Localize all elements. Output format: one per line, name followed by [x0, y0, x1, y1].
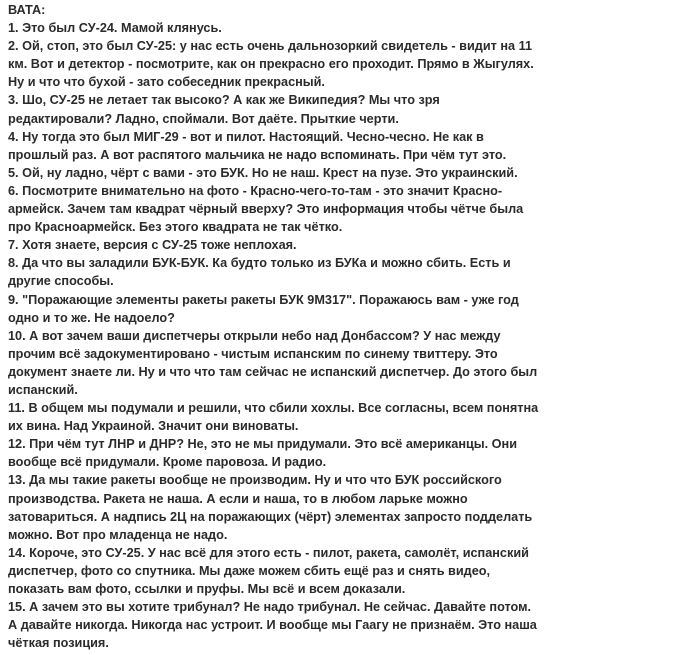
list-item: [8, 471, 620, 543]
list-item: [8, 236, 620, 254]
list-item: [8, 182, 620, 236]
list-item-line: 12. При чём тут ЛНР и ДНР? Не, это не мы придумали. Это всё американцы. Они: [8, 437, 517, 452]
list-item-line: Ну и что что бухой - зато собеседник прекрасный.: [8, 75, 325, 90]
list-item-line: диспетчер, фото со спутника. Мы даже можем сбить ещё раз и снять видео,: [8, 563, 491, 578]
list-item-line: редактировали? Ладно, споймали. Вот даёте. Прыткие черти.: [8, 111, 399, 126]
list-item-line: 14. Короче, это СУ-25. У нас всё для этого есть - пилот, ракета, самолёт, испанский: [8, 545, 529, 560]
list-item-line: про Красноармейск. Без этого квадрата не так чётко.: [8, 220, 343, 235]
item-list: [8, 19, 673, 652]
list-item-line: А давайте никогда. Никогда нас устроит. И вообще мы Гаагу не признаём. Это наша: [8, 618, 537, 633]
list-item-line: одно и то же. Не надоело?: [8, 310, 175, 325]
list-item: [8, 399, 620, 435]
list-item-line: прошлый раз. А вот распятого мальчика не надо вспоминать. При чём тут это.: [8, 147, 507, 162]
list-item: [8, 19, 620, 37]
list-item-line: затовариться. А надпись 2Ц на поражающих (чёрт) элементах запросто подделать: [8, 509, 533, 524]
list-item-line: вообще всё придумали. Кроме паровоза. И радио.: [8, 455, 327, 470]
list-item-line: их вина. Над Украиной. Значит они виноваты.: [8, 419, 299, 434]
list-item-line: 6. Посмотрите внимательно на фото - Красно-чего-то-там - это значит Красно-: [8, 183, 503, 198]
list-item-line: 4. Ну тогда это был МИГ-29 - вот и пилот. Настоящий. Чесно-чесно. Не как в: [8, 129, 484, 144]
list-item: [8, 291, 620, 327]
list-item-line: можно. Вот про младенца не надо.: [8, 527, 228, 542]
list-item: [8, 91, 620, 127]
list-item-line: 2. Ой, стоп, это был СУ-25: у нас есть очень дальнозоркий свидетель - видит на 11: [8, 39, 533, 54]
list-item: [8, 254, 620, 290]
document-title: ВАТА:: [8, 3, 46, 17]
list-item: [8, 164, 620, 182]
list-item: [8, 544, 620, 598]
list-item-line: 9. "Поражающие элементы ракеты ракеты БУК 9М317". Поражаюсь вам - уже год: [8, 292, 519, 307]
list-item: [8, 37, 620, 91]
list-item-line: 5. Ой, ну ладно, чёрт с вами - это БУК. Но не наш. Крест на пузе. Это украинский.: [8, 165, 518, 180]
list-item: [8, 327, 620, 399]
list-item-line: другие способы.: [8, 274, 114, 289]
list-item-line: армейск. Зачем там квадрат чёрный вверху? Это информация чтобы чётче была: [8, 202, 524, 217]
list-item-line: 7. Хотя знаете, версия с СУ-25 тоже неплохая.: [8, 238, 297, 253]
list-item-line: чёткая позиция.: [8, 636, 109, 651]
list-item-line: 13. Да мы такие ракеты вообще не производим. Ну и что что БУК российского: [8, 473, 502, 488]
list-item-line: испанский.: [8, 382, 78, 397]
list-item: [8, 128, 620, 164]
list-item-line: 3. Шо, СУ-25 не летает так высоко? А как же Википедия? Мы что зря: [8, 93, 440, 108]
list-item: [8, 598, 620, 652]
list-item-line: 1. Это был СУ-24. Мамой клянусь.: [8, 21, 222, 36]
list-item: [8, 435, 620, 471]
list-item-line: 15. А зачем это вы хотите трибунал? Не надо трибунал. Не сейчас. Давайте потом.: [8, 600, 532, 615]
list-item-line: показать вам фото, ссылки и пруфы. Мы всё и всем доказали.: [8, 582, 406, 596]
list-item-line: прочим всё задокументировано - чистым испанским по синему твиттеру. Это: [8, 346, 498, 361]
list-item-line: км. Вот и детектор - посмотрите, как он прекрасно его проходит. Прямо в Жыгулях.: [8, 57, 534, 72]
list-item-line: 10. А вот зачем ваши диспетчеры открыли небо над Донбассом? У нас между: [8, 328, 501, 343]
list-item-line: 11. В общем мы подумали и решили, что сбили хохлы. Все согласны, всем понятна: [8, 401, 539, 416]
list-item-line: документ знаете ли. Ну и что что там сейчас не испанский диспетчер. До этого был: [8, 364, 538, 379]
list-item-line: производства. Ракета не наша. А если и наша, то в любом ларьке можно: [8, 491, 468, 506]
list-item-line: 8. Да что вы заладили БУК-БУК. Ка будто только из БУКа и можно сбить. Есть и: [8, 256, 511, 271]
